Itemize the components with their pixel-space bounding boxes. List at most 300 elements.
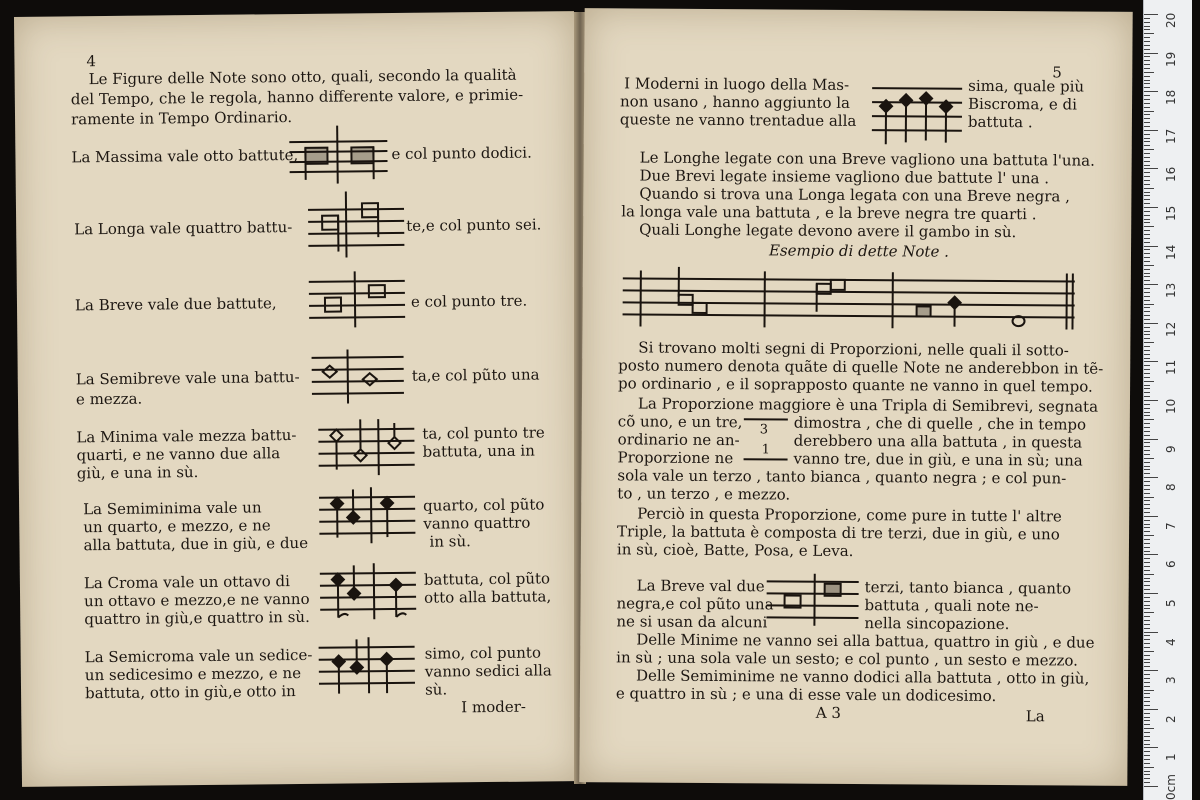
ruler-number: 13	[1164, 282, 1178, 299]
ruler-minor-tick	[1144, 458, 1154, 459]
ruler-minor-tick	[1144, 728, 1154, 729]
minima-text-2: quarti, e ne vanno due alla	[76, 444, 281, 465]
ruler-minor-tick	[1144, 145, 1150, 146]
ruler-minor-tick	[1144, 165, 1150, 166]
massima-staff	[287, 123, 390, 186]
ruler-minor-tick	[1144, 774, 1150, 775]
ruler-minor-tick	[1144, 64, 1150, 65]
ruler-minor-tick	[1144, 76, 1150, 77]
longhe-line-3: Quando si trova una Longa legata con una Breve negra ,	[639, 184, 1070, 206]
intro-line-1: Le Figure delle Note sono otto, quali, secondo la qualità	[88, 65, 517, 89]
ruler-minor-tick	[1144, 311, 1150, 312]
ruler-minor-tick	[1144, 531, 1150, 532]
ruler-minor-tick	[1144, 219, 1150, 220]
ruler-minor-tick	[1144, 647, 1150, 648]
ruler-minor-tick	[1144, 300, 1150, 301]
moderni-cont-2: Biscroma, e di	[967, 94, 1077, 114]
semiminima-text-cont-2: vanno quattro	[423, 513, 531, 533]
ruler-minor-tick	[1144, 520, 1150, 521]
ruler-minor-tick	[1144, 686, 1150, 687]
ruler-tick	[1144, 246, 1158, 247]
ruler-minor-tick	[1144, 539, 1150, 540]
ruler-minor-tick	[1144, 381, 1154, 382]
ruler-minor-tick	[1144, 720, 1150, 721]
ruler-minor-tick	[1144, 524, 1150, 525]
ruler-minor-tick	[1144, 659, 1150, 660]
ruler-minor-tick	[1144, 581, 1150, 582]
ruler-minor-tick	[1144, 60, 1150, 61]
ruler-minor-tick	[1144, 431, 1150, 432]
ruler-minor-tick	[1144, 242, 1150, 243]
massima-text-cont: e col punto dodici.	[391, 143, 532, 164]
ruler-minor-tick	[1144, 585, 1150, 586]
ruler-minor-tick	[1144, 705, 1150, 706]
ruler-minor-tick	[1144, 732, 1150, 733]
breve-text: La Breve vale due battute,	[74, 294, 277, 315]
croma-text-cont-2: otto alla battuta,	[423, 587, 552, 607]
ruler-minor-tick	[1144, 342, 1154, 343]
ruler-minor-tick	[1144, 385, 1150, 386]
breve-val-cont-1: terzi, tanto bianca , quanto	[864, 578, 1072, 598]
ruler-tick	[1144, 14, 1158, 15]
ruler-number: 9	[1164, 444, 1178, 453]
proporzione-line-4: Proporzione ne	[617, 448, 734, 468]
ruler-tick	[1144, 284, 1158, 285]
ruler-minor-tick	[1144, 489, 1150, 490]
ruler-minor-tick	[1144, 724, 1150, 725]
ruler-minor-tick	[1144, 574, 1154, 575]
proporzioni-line-3: po ordinario , e il soprapposto quante ne vanno in quel tempo.	[618, 374, 1093, 396]
ruler-tick	[1144, 593, 1158, 594]
ruler-number: 17	[1164, 128, 1178, 144]
ruler-minor-tick	[1144, 778, 1150, 779]
ruler-minor-tick	[1144, 346, 1150, 347]
ruler-minor-tick	[1144, 22, 1150, 23]
ruler-minor-tick	[1144, 99, 1150, 100]
longhe-line-5: Quali Longhe legate devono avere il gambo in sù.	[639, 220, 1017, 242]
ruler-minor-tick	[1144, 504, 1150, 505]
ruler-minor-tick	[1144, 450, 1150, 451]
svg-text:1: 1	[761, 442, 770, 458]
ruler-minor-tick	[1144, 365, 1150, 366]
ruler-minor-tick	[1144, 682, 1150, 683]
ruler-minor-tick	[1144, 68, 1150, 69]
longa-text: La Longa vale quattro battu-	[74, 218, 293, 239]
ruler-minor-tick	[1144, 153, 1150, 154]
ruler-tick	[1144, 554, 1158, 555]
ruler-number: 16	[1164, 167, 1178, 183]
ruler-minor-tick	[1144, 118, 1150, 119]
moderni-line-3: queste ne vanno trentadue alla	[619, 110, 857, 130]
ruler-tick	[1144, 786, 1158, 787]
ruler-minor-tick	[1144, 230, 1150, 231]
ruler-tick	[1144, 361, 1158, 362]
ruler-minor-tick	[1144, 782, 1150, 783]
measuring-ruler	[1143, 0, 1192, 800]
ruler-minor-tick	[1144, 744, 1150, 745]
minime-line-3: Delle Semiminime ne vanno dodici alla battuta , otto in giù,	[635, 666, 1090, 688]
ruler-number: 10	[1164, 398, 1178, 414]
ruler-minor-tick	[1144, 26, 1150, 27]
right-page	[579, 8, 1132, 786]
moderni-cont-1: sima, quale più	[968, 76, 1085, 96]
ruler-minor-tick	[1144, 415, 1150, 416]
semiminima-text-1: La Semiminima vale un	[83, 498, 262, 519]
proporzione-line-3: ordinario ne an-	[617, 430, 740, 450]
ruler-minor-tick	[1144, 408, 1150, 409]
ruler-minor-tick	[1144, 751, 1150, 752]
semicroma-text-3: battuta, otto in giù,e otto in	[84, 682, 296, 703]
ruler-minor-tick	[1144, 771, 1150, 772]
ruler-minor-tick	[1144, 315, 1150, 316]
ruler-minor-tick	[1144, 543, 1150, 544]
ruler-minor-tick	[1144, 485, 1150, 486]
longhe-line-4: la longa vale una battuta , e la breve negra tre quarti .	[621, 202, 1037, 224]
ruler-minor-tick	[1144, 273, 1150, 274]
ruler-minor-tick	[1144, 83, 1150, 84]
breve-staff	[307, 269, 408, 330]
ruler-tick	[1144, 91, 1158, 92]
ruler-minor-tick	[1144, 601, 1150, 602]
ruler-minor-tick	[1144, 253, 1150, 254]
ruler-minor-tick	[1144, 693, 1150, 694]
ruler-minor-tick	[1144, 662, 1150, 663]
ruler-minor-tick	[1144, 226, 1154, 227]
ruler-minor-tick	[1144, 276, 1150, 277]
ruler-number: 8	[1164, 483, 1178, 492]
ruler-minor-tick	[1144, 635, 1150, 636]
ruler-minor-tick	[1144, 763, 1150, 764]
left-page	[14, 11, 582, 787]
ruler-minor-tick	[1144, 292, 1150, 293]
right-catchword: La	[1025, 707, 1045, 726]
moderni-line-2: non usano , hanno aggiunto la	[619, 92, 851, 112]
ruler-minor-tick	[1144, 107, 1150, 108]
massima-text: La Massima vale otto battute,	[71, 145, 299, 167]
ruler-minor-tick	[1144, 767, 1154, 768]
breve-val-cont-3: nella sincopazione.	[864, 614, 1010, 634]
semiminima-text-2: un quarto, e mezzo, e ne	[83, 516, 271, 537]
ruler-minor-tick	[1144, 423, 1150, 424]
ruler-minor-tick	[1144, 373, 1150, 374]
ruler-minor-tick	[1144, 655, 1150, 656]
ruler-minor-tick	[1144, 589, 1150, 590]
signature-mark: A 3	[815, 703, 842, 722]
ruler-minor-tick	[1144, 350, 1150, 351]
intro-line-2: del Tempo, che le regola, hanno differente valore, e primie-	[70, 85, 524, 109]
ruler-minor-tick	[1144, 319, 1150, 320]
ruler-minor-tick	[1144, 288, 1150, 289]
ruler-minor-tick	[1144, 265, 1154, 266]
proporzione-cont-3: vanno tre, due in giù, e una in sù; una	[793, 449, 1083, 470]
ruler-minor-tick	[1144, 435, 1150, 436]
semicroma-staff	[316, 635, 417, 696]
ruler-minor-tick	[1144, 651, 1154, 652]
ruler-minor-tick	[1144, 80, 1150, 81]
ruler-minor-tick	[1144, 551, 1150, 552]
ruler-minor-tick	[1144, 87, 1150, 88]
ruler-minor-tick	[1144, 280, 1150, 281]
ruler-minor-tick	[1144, 628, 1150, 629]
ruler-minor-tick	[1144, 512, 1150, 513]
croma-text-3: quattro in giù,e quattro in sù.	[84, 607, 310, 629]
proporzione-cont-1: dimostra , che di quelle , che in tempo	[793, 413, 1087, 434]
ruler-minor-tick	[1144, 269, 1150, 270]
semiminima-text-cont-1: quarto, col pũto	[423, 495, 545, 515]
right-page-number: 5	[1052, 63, 1062, 82]
semibreve-staff	[309, 347, 406, 406]
proporzione-cont-2: derebbero una alla battuta , in questa	[793, 431, 1083, 452]
croma-text-2: un ottavo e mezzo,e ne vanno	[84, 589, 310, 611]
ruler-number: 2	[1164, 715, 1178, 723]
ruler-minor-tick	[1144, 122, 1150, 123]
svg-text:3: 3	[759, 422, 769, 438]
ruler-number: 7	[1164, 522, 1178, 530]
ruler-minor-tick	[1144, 713, 1150, 714]
ruler-minor-tick	[1144, 33, 1154, 34]
semicroma-text-cont-1: simo, col punto	[424, 643, 542, 663]
ruler-number: 18	[1164, 89, 1178, 106]
semibreve-text-1: La Semibreve vale una battu-	[75, 367, 300, 389]
ruler-minor-tick	[1144, 172, 1150, 173]
ruler-minor-tick	[1144, 392, 1150, 393]
ruler-minor-tick	[1144, 188, 1154, 189]
breve-val-staff	[764, 571, 860, 628]
ruler-tick	[1144, 168, 1158, 169]
minime-line-4: e quattro in sù ; e una di esse vale un dodicesimo.	[615, 684, 997, 705]
minima-staff	[316, 417, 417, 478]
ruler-minor-tick	[1144, 211, 1150, 212]
proporzioni-line-2: posto numero denota quãte di quelle Note ne anderebbon in tẽ-	[618, 356, 1104, 378]
proporzione-line-6: to , un terzo , e mezzo.	[617, 484, 791, 504]
ruler-minor-tick	[1144, 462, 1150, 463]
ruler-minor-tick	[1144, 701, 1150, 702]
ruler-minor-tick	[1144, 697, 1150, 698]
ruler-minor-tick	[1144, 18, 1150, 19]
ruler-minor-tick	[1144, 249, 1150, 250]
ruler-minor-tick	[1144, 377, 1150, 378]
example-staff	[620, 266, 1076, 333]
intro-line-3: ramente in Tempo Ordinario.	[70, 108, 293, 129]
ruler-minor-tick	[1144, 419, 1154, 420]
ruler-minor-tick	[1144, 95, 1150, 96]
ruler-minor-tick	[1144, 358, 1150, 359]
proporzioni-line-1: Si trovano molti segni di Proporzioni, nelle quali il sotto-	[638, 338, 1069, 360]
ruler-minor-tick	[1144, 354, 1150, 355]
ruler-minor-tick	[1144, 466, 1150, 467]
ruler-minor-tick	[1144, 334, 1150, 335]
ruler-minor-tick	[1144, 717, 1150, 718]
ruler-minor-tick	[1144, 616, 1150, 617]
ruler-minor-tick	[1144, 192, 1150, 193]
ruler-minor-tick	[1144, 736, 1150, 737]
ruler-tick	[1144, 207, 1158, 208]
ruler-number: 19	[1164, 51, 1178, 67]
ruler-minor-tick	[1144, 176, 1150, 177]
semiminima-text-cont-3: in sù.	[429, 532, 471, 551]
longhe-line-2: Due Brevi legate insieme vagliono due battute l' una .	[639, 166, 1050, 188]
moderni-cont-3: battuta .	[967, 112, 1033, 132]
ruler-number: 20	[1164, 12, 1178, 28]
ruler-minor-tick	[1144, 605, 1150, 606]
semicroma-text-1: La Semicroma vale un sedice-	[84, 645, 313, 667]
ruler-tick	[1144, 477, 1158, 478]
ruler-minor-tick	[1144, 41, 1150, 42]
percio-line-3: in sù, cioè, Batte, Posa, e Leva.	[616, 540, 854, 560]
ruler-minor-tick	[1144, 138, 1150, 139]
semibreve-text-2: e mezza.	[75, 389, 143, 409]
biscroma-staff	[870, 82, 964, 149]
ruler-minor-tick	[1144, 527, 1150, 528]
ruler-minor-tick	[1144, 481, 1150, 482]
ruler-minor-tick	[1144, 597, 1150, 598]
ruler-tick	[1144, 323, 1158, 324]
ruler-minor-tick	[1144, 473, 1150, 474]
ruler-minor-tick	[1144, 234, 1150, 235]
minima-text-cont-1: ta, col punto tre	[422, 423, 545, 443]
breve-val-cont-2: battuta , quali note ne-	[864, 596, 1039, 616]
longhe-line-1: Le Longhe legate con una Breve vagliono una battuta l'una.	[639, 148, 1095, 170]
ruler-minor-tick	[1144, 396, 1150, 397]
breve-val-line-2: negra,e col pũto una	[616, 594, 774, 614]
breve-text-cont: e col punto tre.	[410, 291, 528, 311]
ruler-tick	[1144, 670, 1158, 671]
ruler-minor-tick	[1144, 307, 1150, 308]
ruler-minor-tick	[1144, 508, 1150, 509]
ruler-minor-tick	[1144, 134, 1150, 135]
ruler-minor-tick	[1144, 199, 1150, 200]
ruler-minor-tick	[1144, 222, 1150, 223]
ruler-minor-tick	[1144, 180, 1150, 181]
ruler-minor-tick	[1144, 578, 1150, 579]
ruler-tick	[1144, 439, 1158, 440]
ruler-minor-tick	[1144, 624, 1150, 625]
proporzione-line-2: cõ uno, e un tre,	[617, 412, 743, 432]
croma-staff	[318, 561, 419, 622]
ruler-minor-tick	[1144, 37, 1150, 38]
minima-text-1: La Minima vale mezza battu-	[76, 426, 297, 447]
ruler-minor-tick	[1144, 412, 1150, 413]
ruler-minor-tick	[1144, 639, 1150, 640]
ruler-minor-tick	[1144, 72, 1154, 73]
ruler-tick	[1144, 130, 1158, 131]
ruler-minor-tick	[1144, 566, 1150, 567]
breve-val-line-1: La Breve val due	[636, 576, 765, 596]
ruler-minor-tick	[1144, 331, 1150, 332]
ruler-minor-tick	[1144, 690, 1154, 691]
ruler-minor-tick	[1144, 454, 1150, 455]
ruler-minor-tick	[1144, 740, 1150, 741]
ruler-number: 0cm	[1164, 774, 1178, 800]
ruler-minor-tick	[1144, 103, 1150, 104]
minima-text-3: giù, e una in sù.	[76, 463, 199, 483]
ruler-number: 11	[1164, 360, 1178, 376]
semiminima-text-3: alla battuta, due in giù, e due	[83, 533, 309, 555]
ruler-minor-tick	[1144, 570, 1150, 571]
ruler-minor-tick	[1144, 327, 1150, 328]
breve-val-line-3: ne si usan da alcuni	[616, 612, 768, 632]
esempio-heading: Esempio di dette Note .	[768, 241, 949, 261]
percio-line-1: Perciò in questa Proporzione, come pure in tutte l' altre	[637, 504, 1062, 526]
ruler-minor-tick	[1144, 261, 1150, 262]
ruler-minor-tick	[1144, 678, 1150, 679]
ruler-minor-tick	[1144, 562, 1150, 563]
minime-line-1: Delle Minime ne vanno sei alla battua, quattro in giù , e due	[636, 630, 1095, 652]
ruler-minor-tick	[1144, 184, 1150, 185]
ruler-minor-tick	[1144, 304, 1154, 305]
ruler-number: 3	[1164, 676, 1178, 685]
longa-staff	[306, 189, 407, 260]
ruler-minor-tick	[1144, 608, 1150, 609]
proporzione-line-1: La Proporzione maggiore è una Tripla di Semibrevi, segnata	[637, 394, 1099, 416]
minime-line-2: in sù ; una sola vale un sesto; e col punto , un sesto e mezzo.	[616, 648, 1078, 670]
ruler-minor-tick	[1144, 666, 1150, 667]
ruler-minor-tick	[1144, 45, 1150, 46]
ruler-minor-tick	[1144, 612, 1154, 613]
ruler-minor-tick	[1144, 111, 1154, 112]
ruler-tick	[1144, 632, 1158, 633]
ruler-minor-tick	[1144, 161, 1150, 162]
semicroma-text-cont-2: vanno sedici alla	[424, 661, 552, 681]
croma-text-1: La Croma vale un ottavo di	[83, 572, 290, 593]
ruler-number: 1	[1164, 753, 1178, 762]
minima-text-cont-2: battuta, una in	[422, 441, 535, 461]
ruler-number: 6	[1164, 560, 1178, 569]
ruler-minor-tick	[1144, 674, 1150, 675]
ruler-minor-tick	[1144, 141, 1150, 142]
ruler-number: 14	[1164, 244, 1178, 260]
ruler-minor-tick	[1144, 446, 1150, 447]
ruler-minor-tick	[1144, 238, 1150, 239]
semicroma-text-2: un sedicesimo e mezzo, e ne	[84, 663, 302, 685]
ruler-minor-tick	[1144, 759, 1150, 760]
ruler-minor-tick	[1144, 493, 1150, 494]
ruler-minor-tick	[1144, 195, 1150, 196]
ruler-minor-tick	[1144, 157, 1150, 158]
ruler-tick	[1144, 400, 1158, 401]
ruler-minor-tick	[1144, 404, 1150, 405]
ruler-minor-tick	[1144, 296, 1150, 297]
ruler-minor-tick	[1144, 755, 1150, 756]
ruler-minor-tick	[1144, 620, 1150, 621]
ruler-minor-tick	[1144, 114, 1150, 115]
moderni-line-1: I Moderni in luogo della Mas-	[624, 74, 850, 94]
ruler-minor-tick	[1144, 257, 1150, 258]
ruler-minor-tick	[1144, 388, 1150, 389]
ruler-minor-tick	[1144, 338, 1150, 339]
semicroma-text-cont-3: sù.	[424, 680, 448, 699]
left-page-number: 4	[86, 52, 97, 71]
percio-line-2: Triple, la battuta è composta di tre terzi, due in giù, e uno	[616, 522, 1060, 544]
ruler-minor-tick	[1144, 215, 1150, 216]
ruler-tick	[1144, 747, 1158, 748]
ruler-minor-tick	[1144, 427, 1150, 428]
ruler-number: 5	[1164, 599, 1178, 607]
ruler-number: 4	[1164, 637, 1178, 646]
tripla-sign	[742, 411, 790, 467]
semibreve-text-cont: ta,e col pũto una	[411, 365, 540, 385]
ruler-minor-tick	[1144, 442, 1150, 443]
ruler-minor-tick	[1144, 643, 1150, 644]
ruler-minor-tick	[1144, 369, 1150, 370]
ruler-minor-tick	[1144, 126, 1150, 127]
longa-text-cont: te,e col punto sei.	[406, 215, 542, 235]
ruler-minor-tick	[1144, 547, 1150, 548]
ruler-tick	[1144, 709, 1158, 710]
semiminima-staff	[317, 485, 418, 546]
ruler-minor-tick	[1144, 203, 1150, 204]
ruler-minor-tick	[1144, 469, 1150, 470]
